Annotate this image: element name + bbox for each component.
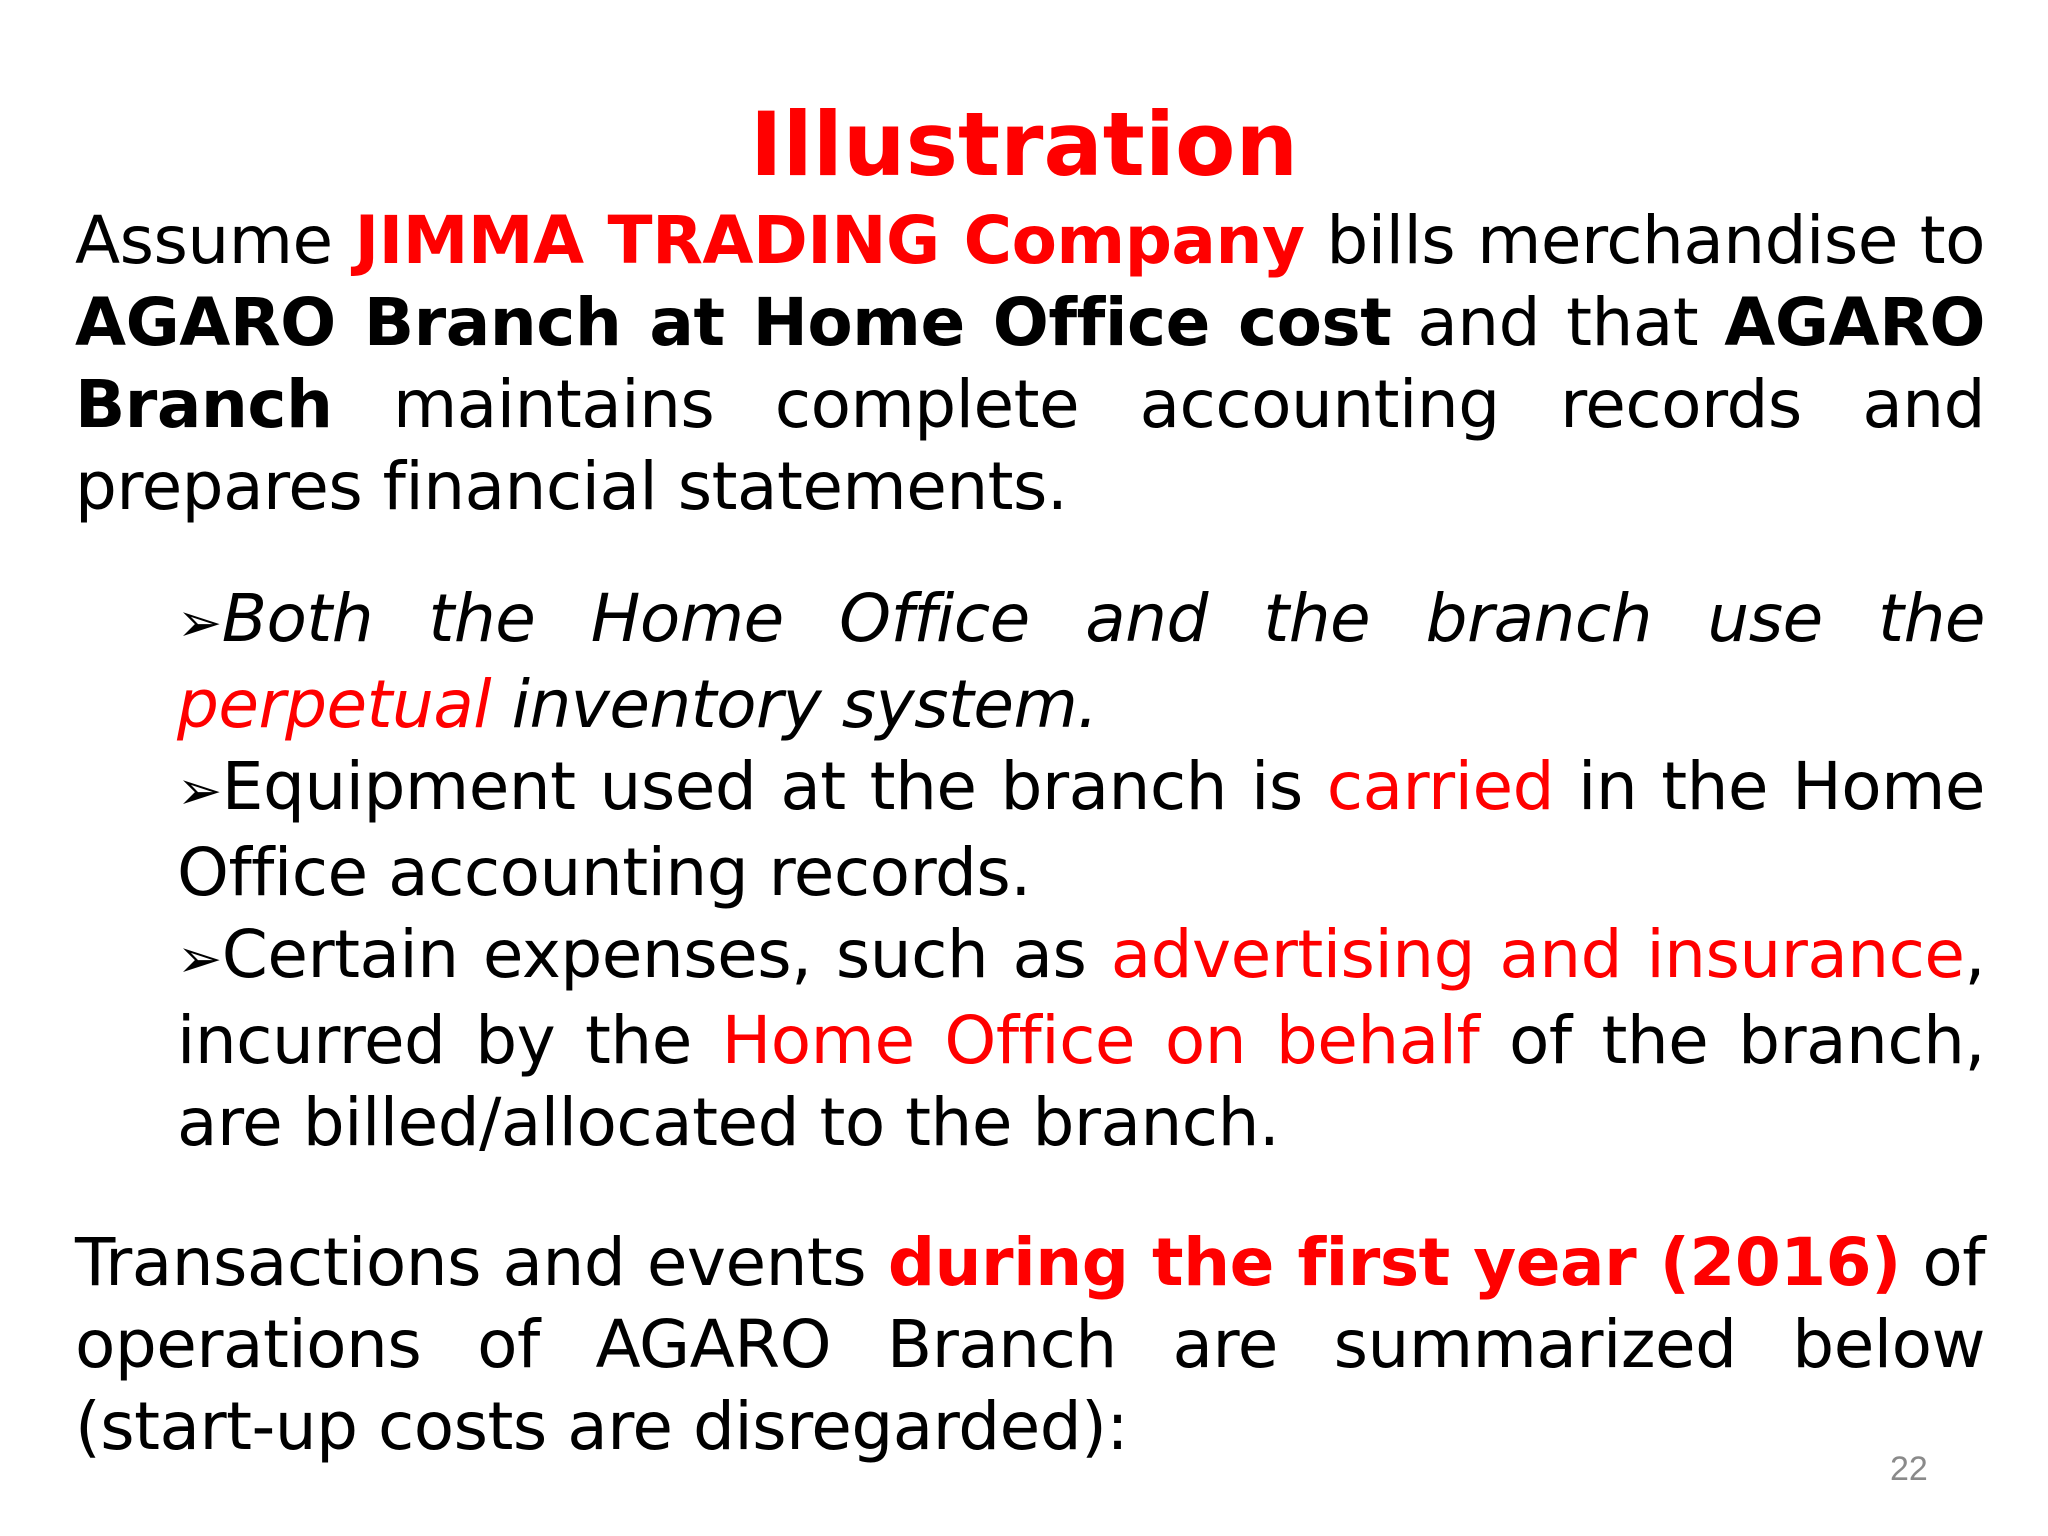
company-name: JIMMA TRADING Company [354,202,1305,279]
intro-paragraph [75,200,1985,528]
transactions-text: of operations of AGARO Branch are summarized below (start-up costs are disregarded): [75,1224,1985,1465]
arrow-bullet-icon: ➢ [177,591,222,654]
bullet-text: inventory system. [491,666,1098,743]
bullet-text: Certain expenses, such as [221,916,1111,993]
bullet-text: in the Home Office accounting records. [177,748,1985,911]
branch-name: AGARO Branch [75,284,1985,443]
bullet-item-inventory [177,578,1985,746]
highlight-carried: carried [1326,748,1554,825]
transactions-paragraph [75,1222,1985,1468]
intro-text: maintains complete accounting records and prepares financial statements. [75,366,1985,525]
bullet-item-expenses [177,914,1985,1164]
bullet-list [177,578,1985,1164]
arrow-bullet-icon: ➢ [177,759,222,822]
bullet-item-equipment [177,746,1985,914]
transactions-text: Transactions and events [75,1224,888,1301]
intro-text: Assume [75,202,355,279]
intro-text: bills merchandise to [1304,202,1985,279]
bullet-text: , incurred by the [177,916,1985,1079]
bullet-text: of the branch, are billed/allocated to the branch. [177,1002,1985,1161]
arrow-bullet-icon: ➢ [177,927,222,990]
bullet-text: Equipment used at the branch is [221,748,1327,825]
highlight-expenses: advertising and insurance [1110,916,1965,993]
branch-cost-phrase: AGARO Branch at Home Office cost [75,284,1392,361]
bullet-text: Both the Home Office and the branch use the [221,580,1985,657]
slide-title: Illustration [749,93,1299,196]
highlight-perpetual: perpetual [177,666,492,743]
highlight-home-office: Home Office on behalf [721,1002,1480,1079]
intro-text: and that [1391,284,1725,361]
highlight-first-year: during the first year (2016) [887,1224,1901,1301]
page-number: 22 [1890,1450,1928,1488]
